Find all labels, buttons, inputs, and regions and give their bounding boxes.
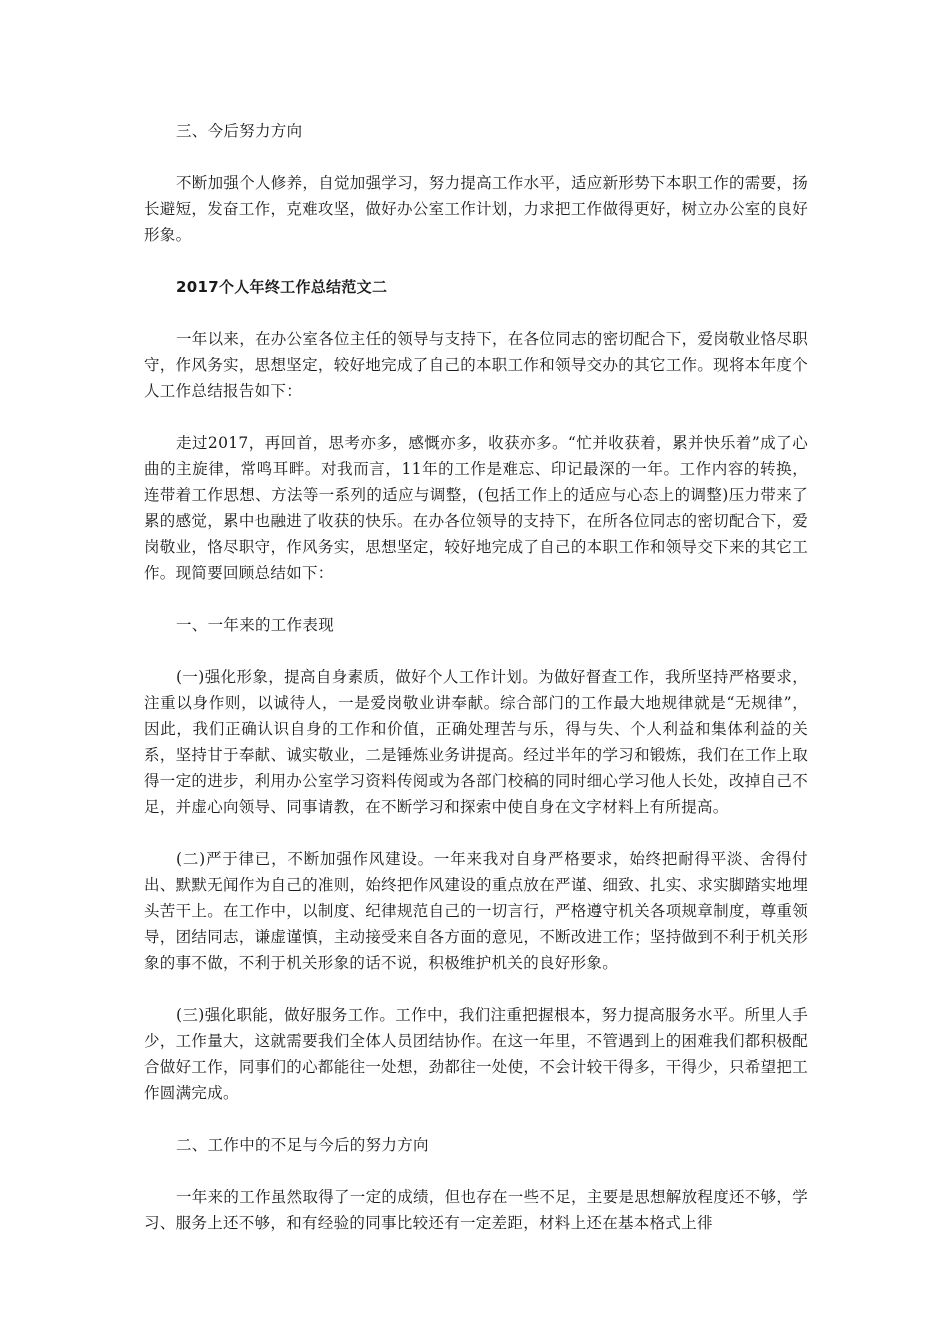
section-one-item-2: (二)严于律已，不断加强作风建设。一年来我对自身严格要求，始终把耐得平淡、舍得付出、默默无闻作为自己的准则，始终把作风建设的重点放在严谨、细致、扎实、求实脚踏实地埋头苦干上。在工作中，以制度、纪律规范自己的一切言行，严格遵守机关各项规章制度，尊重领导，团结同志，谦虚谨慎，主动接受来自各方面的意见，不断改进工作；坚持做到不利于机关形象的事不做，不利于机关形象的话不说，积极维护机关的良好形象。 <box>144 850 808 972</box>
section-one-item-1: (一)强化形象，提高自身素质，做好个人工作计划。为做好督查工作，我所坚持严格要求，注重以身作则，以诚待人，一是爱岗敬业讲奉献。综合部门的工作最大地规律就是“无规律”，因此，我们正确认识自身的工作和价值，正确处理苦与乐，得与失、个人利益和集体利益的关系，坚持甘于奉献、诚实敬业，二是锤炼业务讲提高。经过半年的学习和锻炼，我们在工作上取得一定的进步，利用办公室学习资料传阅或为各部门校稿的同时细心学习他人长处，改掉自己不足，并虚心向领导、同事请教，在不断学习和探索中使自身在文字材料上有所提高。 <box>144 668 808 816</box>
document-title-two: 2017个人年终工作总结范文二 <box>176 278 388 296</box>
section-one-item-3: (三)强化职能，做好服务工作。工作中，我们注重把握根本，努力提高服务水平。所里人手少，工作量大，这就需要我们全体人员团结协作。在这一年里，不管遇到上的困难我们都积极配合做好工作，同事们的心都能往一处想，劲都往一处使，不会计较干得多，干得少，只希望把工作圆满完成。 <box>144 1006 808 1102</box>
document-page <box>144 118 808 1262</box>
section-one-heading: 一、一年来的工作表现 <box>176 616 335 634</box>
intro-paragraph: 一年以来，在办公室各位主任的领导与支持下，在各位同志的密切配合下，爱岗敬业恪尽职守，作风务实，思想坚定，较好地完成了自己的本职工作和领导交办的其它工作。现将本年度个人工作总结报告如下： <box>144 330 809 400</box>
section-three-body: 不断加强个人修养，自觉加强学习，努力提高工作水平，适应新形势下本职工作的需要，扬长避短，发奋工作，克难攻坚，做好办公室工作计划，力求把工作做得更好，树立办公室的良好形象。 <box>144 174 809 244</box>
section-three-heading: 三、今后努力方向 <box>176 122 303 140</box>
section-two-heading: 二、工作中的不足与今后的努力方向 <box>176 1136 429 1154</box>
section-two-body: 一年来的工作虽然取得了一定的成绩，但也存在一些不足，主要是思想解放程度还不够，学习、服务上还不够，和有经验的同事比较还有一定差距，材料上还在基本格式上徘 <box>144 1188 809 1232</box>
review-paragraph: 走过2017，再回首，思考亦多，感慨亦多，收获亦多。“忙并收获着，累并快乐着”成了心曲的主旋律，常鸣耳畔。对我而言，11年的工作是难忘、印记最深的一年。工作内容的转换，连带着工作思想、方法等一系列的适应与调整，(包括工作上的适应与心态上的调整)压力带来了累的感觉，累中也融进了收获的快乐。在办各位领导的支持下，在所各位同志的密切配合下，爱岗敬业，恪尽职守，作风务实，思想坚定，较好地完成了自己的本职工作和领导交下来的其它工作。现简要回顾总结如下： <box>144 434 808 582</box>
